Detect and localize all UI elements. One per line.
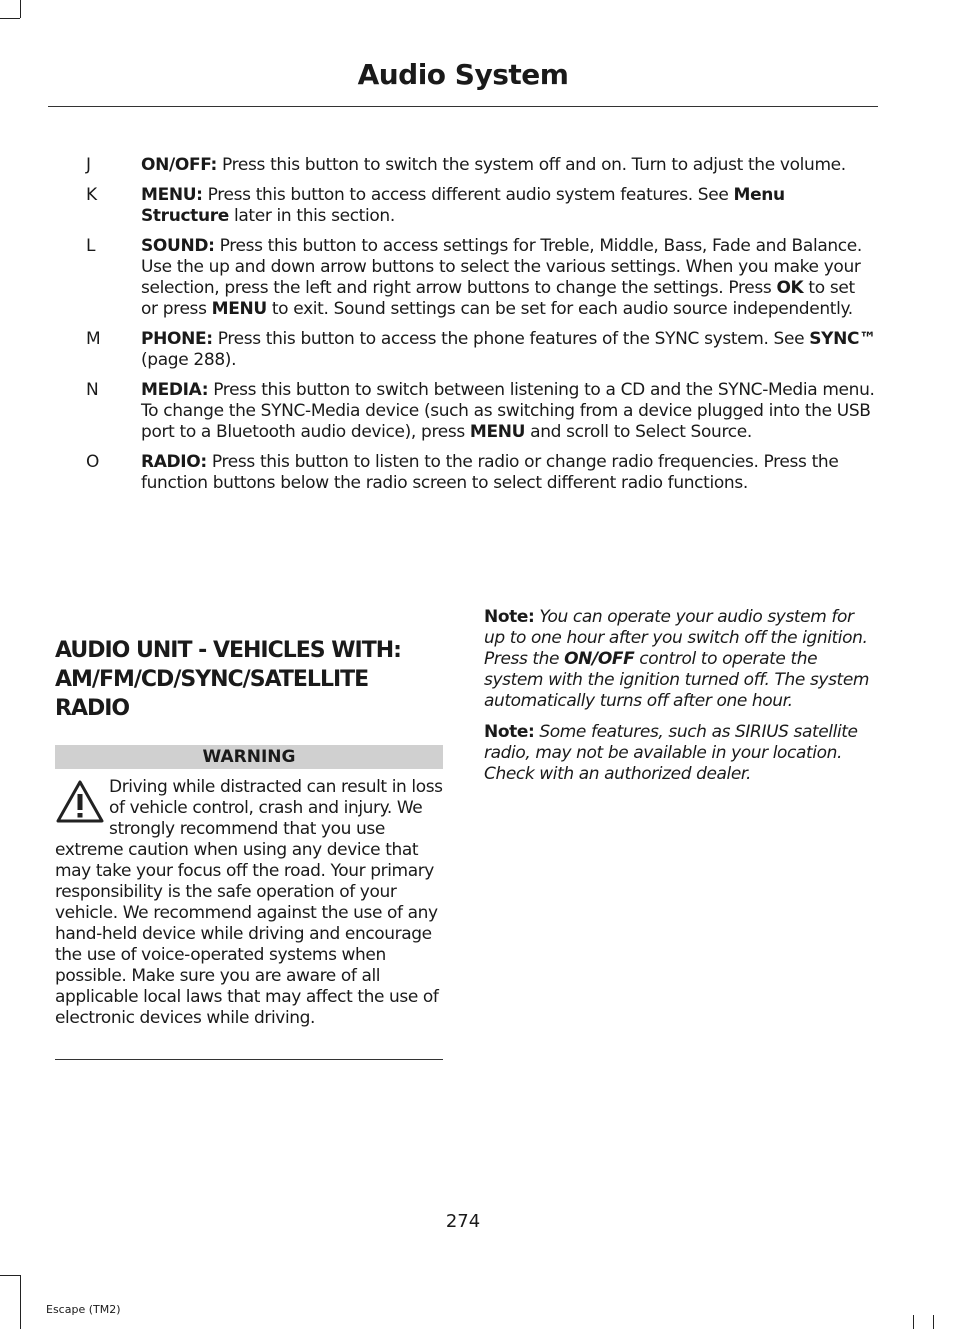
item-term: SOUND:	[141, 236, 215, 256]
item-description: MENU: Press this button to access different audio system features. See Menu Structure later in this section.	[141, 185, 785, 226]
warning-triangle-icon	[55, 779, 105, 825]
warning-box	[55, 777, 443, 1029]
control-name: MENU	[211, 299, 267, 319]
notes-column	[484, 607, 879, 795]
footer-model: Escape (TM2)	[46, 1303, 121, 1316]
item-letter: O	[86, 452, 100, 472]
item-description: ON/OFF: Press this button to switch the system off and on. Turn to adjust the volume.	[141, 155, 846, 175]
item-letter: M	[86, 329, 101, 349]
note-label: Note:	[484, 722, 535, 742]
crop-mark	[933, 1315, 934, 1329]
control-name: MENU	[469, 422, 526, 442]
item-description: PHONE: Press this button to access the phone features of the SYNC system. See SYNC™ (page 288).	[141, 329, 876, 370]
item-description: RADIO: Press this button to listen to the radio or change radio frequencies. Press the function buttons below the radio screen to select different radio functions.	[141, 452, 839, 493]
warning-text: Driving while distracted can result in loss of vehicle control, crash and injury. We strongly recommend that you use extreme caution when using any device that may take your focus off the road. Your primary responsibility is the safe operation of your vehicle. We recommend against the use of any hand-held device while driving and encourage the use of voice-operated systems when possible. Make sure you are aware of all applicable local laws that may affect the use of electronic devices while driving.	[55, 777, 443, 1028]
note-label: Note:	[484, 607, 535, 627]
warning-divider	[55, 1059, 443, 1060]
note: Note: Some features, such as SIRIUS satellite radio, may not be available in your location. Check with an authorized dealer.	[484, 722, 858, 784]
item-letter: L	[86, 236, 96, 256]
item-term: RADIO:	[141, 452, 207, 472]
cross-reference: Menu Structure	[141, 185, 785, 226]
crop-mark	[20, 1275, 21, 1329]
item-term: MEDIA:	[141, 380, 209, 400]
list-item	[86, 380, 876, 443]
cross-reference: SYNC™	[809, 329, 876, 349]
list-item	[86, 236, 876, 320]
page-title: Audio System	[357, 58, 569, 91]
item-term: ON/OFF:	[141, 155, 217, 175]
crop-mark	[913, 1315, 914, 1329]
control-name: ON/OFF	[564, 649, 635, 669]
crop-mark	[0, 18, 20, 19]
title-divider	[48, 106, 878, 107]
item-description: SOUND: Press this button to access settings for Treble, Middle, Bass, Fade and Balance. Use the up and down arrow buttons to select the various settings. When you make your selection, press the left and right arrow buttons to change the settings. Press OK to set or press MENU to exit. Sound settings can be set for each audio source independently.	[141, 236, 862, 319]
page-number: 274	[445, 1211, 481, 1232]
item-term: PHONE:	[141, 329, 213, 349]
list-item	[86, 329, 876, 371]
list-item	[86, 185, 876, 227]
crop-mark	[20, 0, 21, 18]
list-item	[86, 155, 876, 176]
item-letter: J	[86, 155, 92, 175]
crop-mark	[0, 1275, 20, 1276]
control-name: OK	[776, 278, 804, 298]
warning-label: WARNING	[55, 745, 443, 769]
item-letter: N	[86, 380, 99, 400]
item-letter: K	[86, 185, 98, 205]
note: Note: You can operate your audio system for up to one hour after you switch off the ignition. Press the ON/OFF control to operate the system with the ignition turned off. The system automatically turns off after one hour.	[484, 607, 870, 711]
item-term: MENU:	[141, 185, 203, 205]
section-heading: AUDIO UNIT - VEHICLES WITH: AM/FM/CD/SYNC/SATELLITE RADIO	[55, 638, 401, 721]
button-description-list	[86, 155, 876, 503]
list-item	[86, 452, 876, 494]
item-description: MEDIA: Press this button to switch between listening to a CD and the SYNC-Media menu. To change the SYNC-Media device (such as switching from a device plugged into the USB port to a Bluetooth audio device), press MENU and scroll to Select Source.	[141, 380, 875, 442]
